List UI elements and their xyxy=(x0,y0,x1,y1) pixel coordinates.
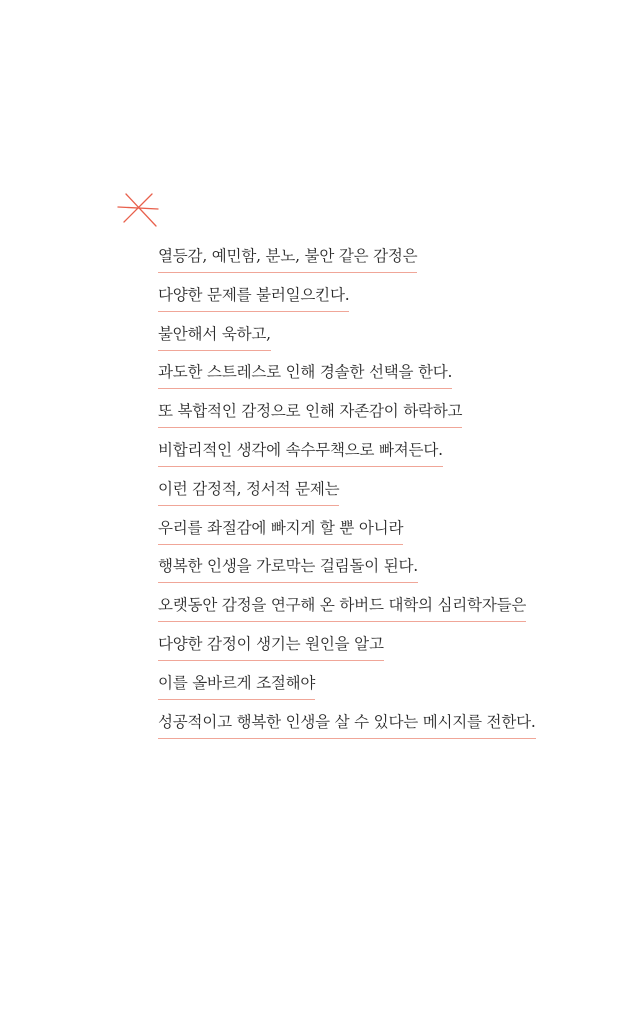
quote-text-block xyxy=(158,243,558,747)
text-line-content: 행복한 인생을 가로막는 걸림돌이 된다. xyxy=(158,553,418,583)
text-line-content: 비합리적인 생각에 속수무책으로 빠져든다. xyxy=(158,437,443,467)
text-line xyxy=(158,631,558,670)
text-line xyxy=(158,437,558,476)
text-line-content: 다양한 감정이 생기는 원인을 알고 xyxy=(158,631,384,661)
asterisk-icon xyxy=(116,190,160,228)
text-line-content: 또 복합적인 감정으로 인해 자존감이 하락하고 xyxy=(158,398,462,428)
text-line-content: 성공적이고 행복한 인생을 살 수 있다는 메시지를 전한다. xyxy=(158,709,536,739)
text-line xyxy=(158,515,558,554)
text-line-content: 불안해서 욱하고, xyxy=(158,321,271,351)
text-line xyxy=(158,592,558,631)
text-line xyxy=(158,243,558,282)
text-line-content: 다양한 문제를 불러일으킨다. xyxy=(158,282,349,312)
text-line xyxy=(158,709,558,748)
text-line xyxy=(158,670,558,709)
text-line xyxy=(158,321,558,360)
text-line xyxy=(158,282,558,321)
text-line xyxy=(158,476,558,515)
text-line-content: 과도한 스트레스로 인해 경솔한 선택을 한다. xyxy=(158,359,452,389)
text-line-content: 이런 감정적, 정서적 문제는 xyxy=(158,476,339,506)
text-line-content: 열등감, 예민함, 분노, 불안 같은 감정은 xyxy=(158,243,417,273)
text-line-content: 이를 올바르게 조절해야 xyxy=(158,670,315,700)
text-line xyxy=(158,398,558,437)
text-line xyxy=(158,553,558,592)
text-line xyxy=(158,359,558,398)
text-line-content: 오랫동안 감정을 연구해 온 하버드 대학의 심리학자들은 xyxy=(158,592,526,622)
text-line-content: 우리를 좌절감에 빠지게 할 뿐 아니라 xyxy=(158,515,403,545)
